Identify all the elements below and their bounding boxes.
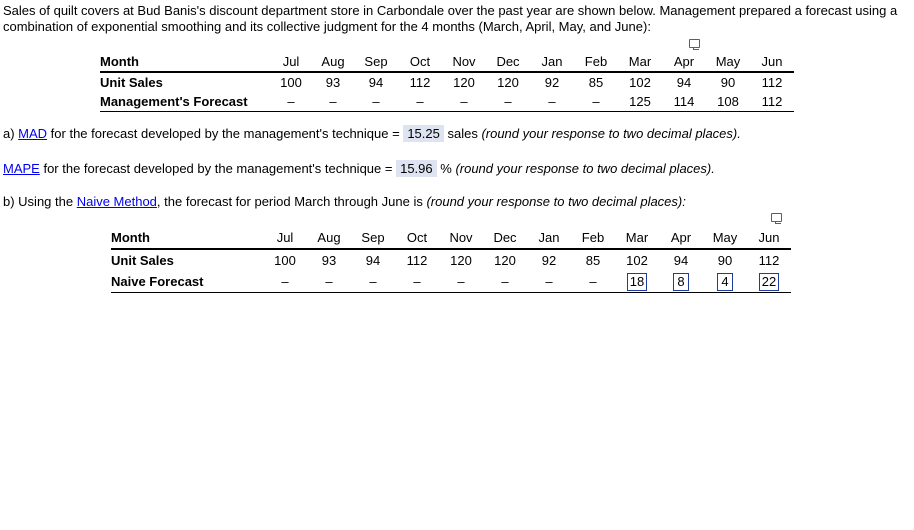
table-row-management-forecast: [100, 92, 794, 112]
month-cell: Nov: [442, 52, 486, 72]
month-cell: Aug: [312, 52, 354, 72]
sales-cell: 112: [758, 253, 780, 268]
month-cell: Oct: [395, 227, 439, 249]
sales-cell: 94: [676, 75, 692, 90]
naive-question: b) Using the Naive Method, the forecast for period March through June is (round your response to two decimal places):: [3, 194, 686, 209]
forecast-cell: –: [270, 92, 312, 112]
month-cell: Jul: [263, 227, 307, 249]
sales-cell: 90: [717, 253, 733, 268]
sales-cell: 120: [453, 75, 475, 90]
table-row-unit-sales: [111, 249, 791, 271]
copy-table-icon[interactable]: [689, 39, 700, 48]
forecast-cell: –: [312, 92, 354, 112]
row-label-naive-forecast: Naive Forecast: [111, 271, 263, 293]
sales-cell: 112: [761, 75, 783, 90]
month-cell: Apr: [662, 52, 706, 72]
sales-cell: 90: [720, 75, 736, 90]
table-row-unit-sales: [100, 72, 794, 92]
month-cell: Mar: [618, 52, 662, 72]
sales-cell: 92: [544, 75, 560, 90]
month-cell: May: [703, 227, 747, 249]
month-cell: Apr: [659, 227, 703, 249]
forecast-input-cell: [615, 271, 659, 293]
month-cell: Dec: [486, 52, 530, 72]
month-cell: Jun: [747, 227, 791, 249]
sales-cell: 85: [585, 253, 601, 268]
forecast-cell: –: [486, 92, 530, 112]
forecast-cell: –: [527, 271, 571, 293]
sales-cell: 93: [325, 75, 341, 90]
copy-table-icon[interactable]: [771, 213, 782, 222]
month-cell: Jan: [527, 227, 571, 249]
mape-question: MAPE for the forecast developed by the management's technique = 15.96 % (round your response to two decimal places).: [3, 161, 715, 176]
forecast-input-cell: [703, 271, 747, 293]
month-cell: Feb: [574, 52, 618, 72]
forecast-cell: 125: [618, 92, 662, 112]
naive-method-link[interactable]: Naive Method: [76, 194, 157, 209]
row-label-unit-sales: Unit Sales: [100, 75, 163, 90]
forecast-input-cell: [659, 271, 703, 293]
sales-cell: 94: [368, 75, 384, 90]
sales-cell: 102: [626, 253, 648, 268]
sales-cell: 94: [673, 253, 689, 268]
table-row-month: [111, 227, 791, 249]
sales-cell: 102: [629, 75, 651, 90]
forecast-cell: –: [574, 92, 618, 112]
month-cell: Sep: [351, 227, 395, 249]
month-cell: Jan: [530, 52, 574, 72]
forecast-cell: –: [351, 271, 395, 293]
sales-cell: 92: [541, 253, 557, 268]
table-row-naive-forecast: [111, 271, 791, 293]
mad-question: a) MAD for the forecast developed by the management's technique = 15.25 sales (round your response to two decimal places).: [3, 126, 741, 141]
sales-cell: 100: [274, 253, 296, 268]
month-cell: Oct: [398, 52, 442, 72]
mape-link[interactable]: MAPE: [3, 161, 40, 176]
month-cell: Sep: [354, 52, 398, 72]
naive-forecast-input-mar[interactable]: 18: [627, 273, 647, 291]
row-label-month: Month: [100, 52, 270, 72]
mad-answer[interactable]: 15.25: [403, 125, 444, 142]
mape-answer[interactable]: 15.96: [396, 160, 437, 177]
month-cell: Jul: [270, 52, 312, 72]
month-cell: Jun: [750, 52, 794, 72]
sales-cell: 85: [588, 75, 604, 90]
management-forecast-table: [100, 52, 794, 112]
row-label-management-forecast: Management's Forecast: [100, 92, 270, 112]
forecast-cell: 108: [706, 92, 750, 112]
forecast-cell: –: [263, 271, 307, 293]
month-cell: Feb: [571, 227, 615, 249]
sales-cell: 94: [365, 253, 381, 268]
forecast-cell: –: [354, 92, 398, 112]
row-label-unit-sales: Unit Sales: [111, 253, 174, 268]
sales-cell: 100: [280, 75, 302, 90]
forecast-input-cell: [747, 271, 791, 293]
month-cell: Nov: [439, 227, 483, 249]
naive-forecast-table: [111, 227, 791, 293]
forecast-cell: –: [398, 92, 442, 112]
forecast-cell: –: [571, 271, 615, 293]
row-label-month: Month: [111, 227, 263, 249]
forecast-cell: –: [395, 271, 439, 293]
month-cell: Dec: [483, 227, 527, 249]
sales-cell: 112: [409, 75, 431, 90]
sales-cell: 120: [450, 253, 472, 268]
forecast-cell: –: [530, 92, 574, 112]
naive-forecast-input-apr[interactable]: 8: [673, 273, 689, 291]
forecast-cell: 114: [662, 92, 706, 112]
sales-cell: 120: [494, 253, 516, 268]
forecast-cell: –: [483, 271, 527, 293]
naive-forecast-input-may[interactable]: 4: [717, 273, 733, 291]
naive-forecast-input-jun[interactable]: 22: [759, 273, 779, 291]
month-cell: Aug: [307, 227, 351, 249]
sales-cell: 93: [321, 253, 337, 268]
forecast-cell: –: [439, 271, 483, 293]
forecast-cell: –: [442, 92, 486, 112]
month-cell: May: [706, 52, 750, 72]
mad-link[interactable]: MAD: [18, 126, 48, 141]
month-cell: Mar: [615, 227, 659, 249]
forecast-cell: 112: [750, 92, 794, 112]
problem-intro: Sales of quilt covers at Bud Banis's discount department store in Carbondale over the past year are shown below. Management prepared a forecast using a combination of exponential smoothing and its collective judgment for the 4 months (March, April, May, and June):: [3, 3, 898, 34]
forecast-cell: –: [307, 271, 351, 293]
sales-cell: 112: [406, 253, 428, 268]
table-row-month: [100, 52, 794, 72]
sales-cell: 120: [497, 75, 519, 90]
